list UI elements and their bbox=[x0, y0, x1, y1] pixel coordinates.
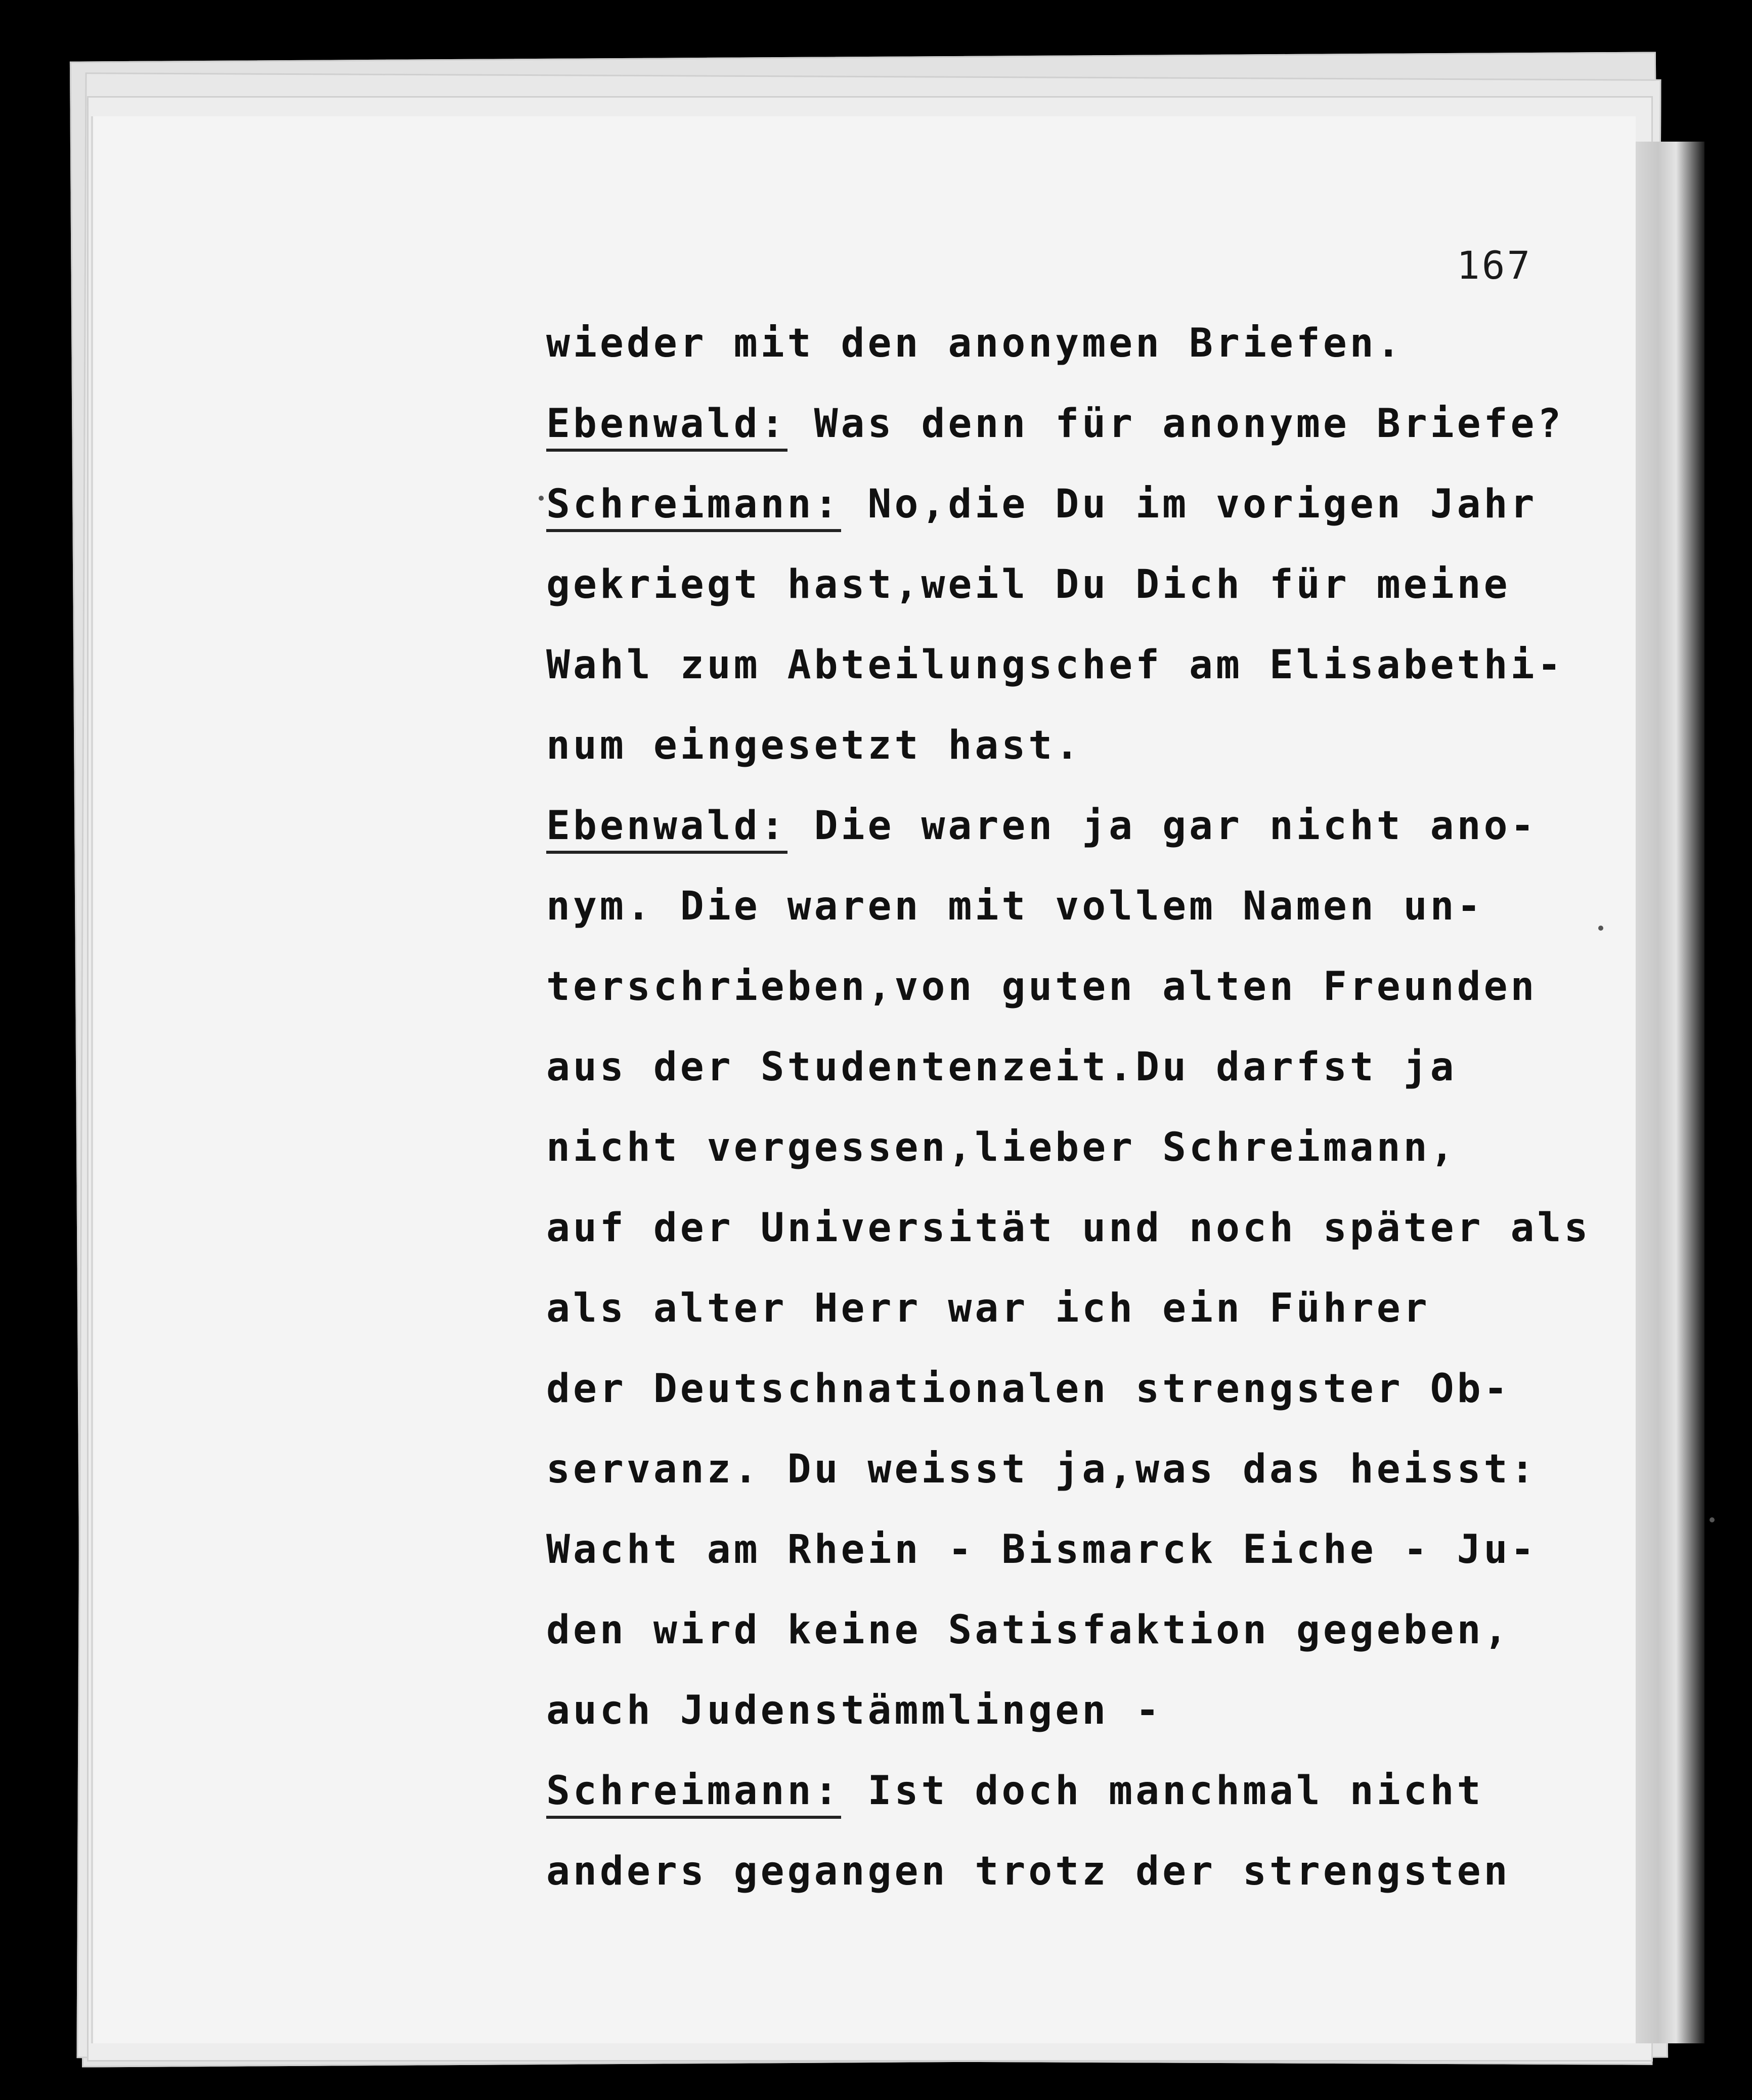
line-text: num eingesetzt hast. bbox=[546, 723, 1082, 768]
text-line bbox=[546, 947, 1608, 1027]
ink-speck bbox=[1710, 1517, 1715, 1522]
line-text: auf der Universität und noch später als bbox=[546, 1205, 1591, 1251]
line-text: den wird keine Satisfaktion gegeben, bbox=[546, 1607, 1511, 1653]
typescript-text bbox=[546, 303, 1608, 1912]
line-text: als alter Herr war ich ein Führer bbox=[546, 1286, 1430, 1331]
line-text: der Deutschnationalen strengster Ob- bbox=[546, 1366, 1511, 1412]
text-line bbox=[546, 1349, 1608, 1429]
line-text: Die waren ja gar nicht ano- bbox=[787, 803, 1538, 849]
line-text: Was denn für anonyme Briefe? bbox=[787, 401, 1564, 447]
line-text: No,die Du im vorigen Jahr bbox=[841, 482, 1538, 527]
text-line bbox=[546, 1510, 1608, 1590]
text-line bbox=[546, 1671, 1608, 1751]
text-line bbox=[546, 545, 1608, 625]
text-line bbox=[546, 1429, 1608, 1510]
ink-speck bbox=[1598, 926, 1603, 931]
text-line bbox=[546, 1108, 1608, 1188]
text-line bbox=[546, 1831, 1608, 1912]
text-line bbox=[546, 1590, 1608, 1671]
text-line bbox=[546, 1027, 1608, 1108]
line-text: Wahl zum Abteilungschef am Elisabethi- bbox=[546, 642, 1564, 688]
text-line bbox=[546, 1751, 1608, 1831]
ink-speck bbox=[539, 496, 544, 501]
text-line bbox=[546, 384, 1608, 464]
speaker-name: Schreimann: bbox=[546, 482, 841, 532]
line-text: nicht vergessen,lieber Schreimann, bbox=[546, 1125, 1457, 1170]
line-text: wieder mit den anonymen Briefen. bbox=[546, 321, 1404, 366]
text-line bbox=[546, 706, 1608, 786]
speaker-name: Schreimann: bbox=[546, 1768, 841, 1819]
text-line bbox=[546, 464, 1608, 545]
page-number: 167 bbox=[1457, 243, 1532, 288]
text-line bbox=[546, 303, 1608, 384]
page-stack-edge bbox=[1634, 142, 1704, 2043]
line-text: Wacht am Rhein - Bismarck Eiche - Ju- bbox=[546, 1527, 1538, 1572]
text-line bbox=[546, 1268, 1608, 1349]
line-text: auch Judenstämmlingen - bbox=[546, 1688, 1163, 1733]
line-text: anders gegangen trotz der strengsten bbox=[546, 1849, 1511, 1894]
line-text: gekriegt hast,weil Du Dich für meine bbox=[546, 562, 1511, 607]
text-line bbox=[546, 625, 1608, 706]
line-text: nym. Die waren mit vollem Namen un- bbox=[546, 884, 1484, 929]
line-text: terschrieben,von guten alten Freunden bbox=[546, 964, 1538, 1010]
line-text: aus der Studentenzeit.Du darfst ja bbox=[546, 1044, 1457, 1090]
text-line bbox=[546, 1188, 1608, 1268]
text-line bbox=[546, 786, 1608, 866]
speaker-name: Ebenwald: bbox=[546, 803, 787, 854]
line-text: servanz. Du weisst ja,was das heisst: bbox=[546, 1447, 1538, 1492]
speaker-name: Ebenwald: bbox=[546, 401, 787, 452]
line-text: Ist doch manchmal nicht bbox=[841, 1768, 1484, 1814]
text-line bbox=[546, 866, 1608, 947]
